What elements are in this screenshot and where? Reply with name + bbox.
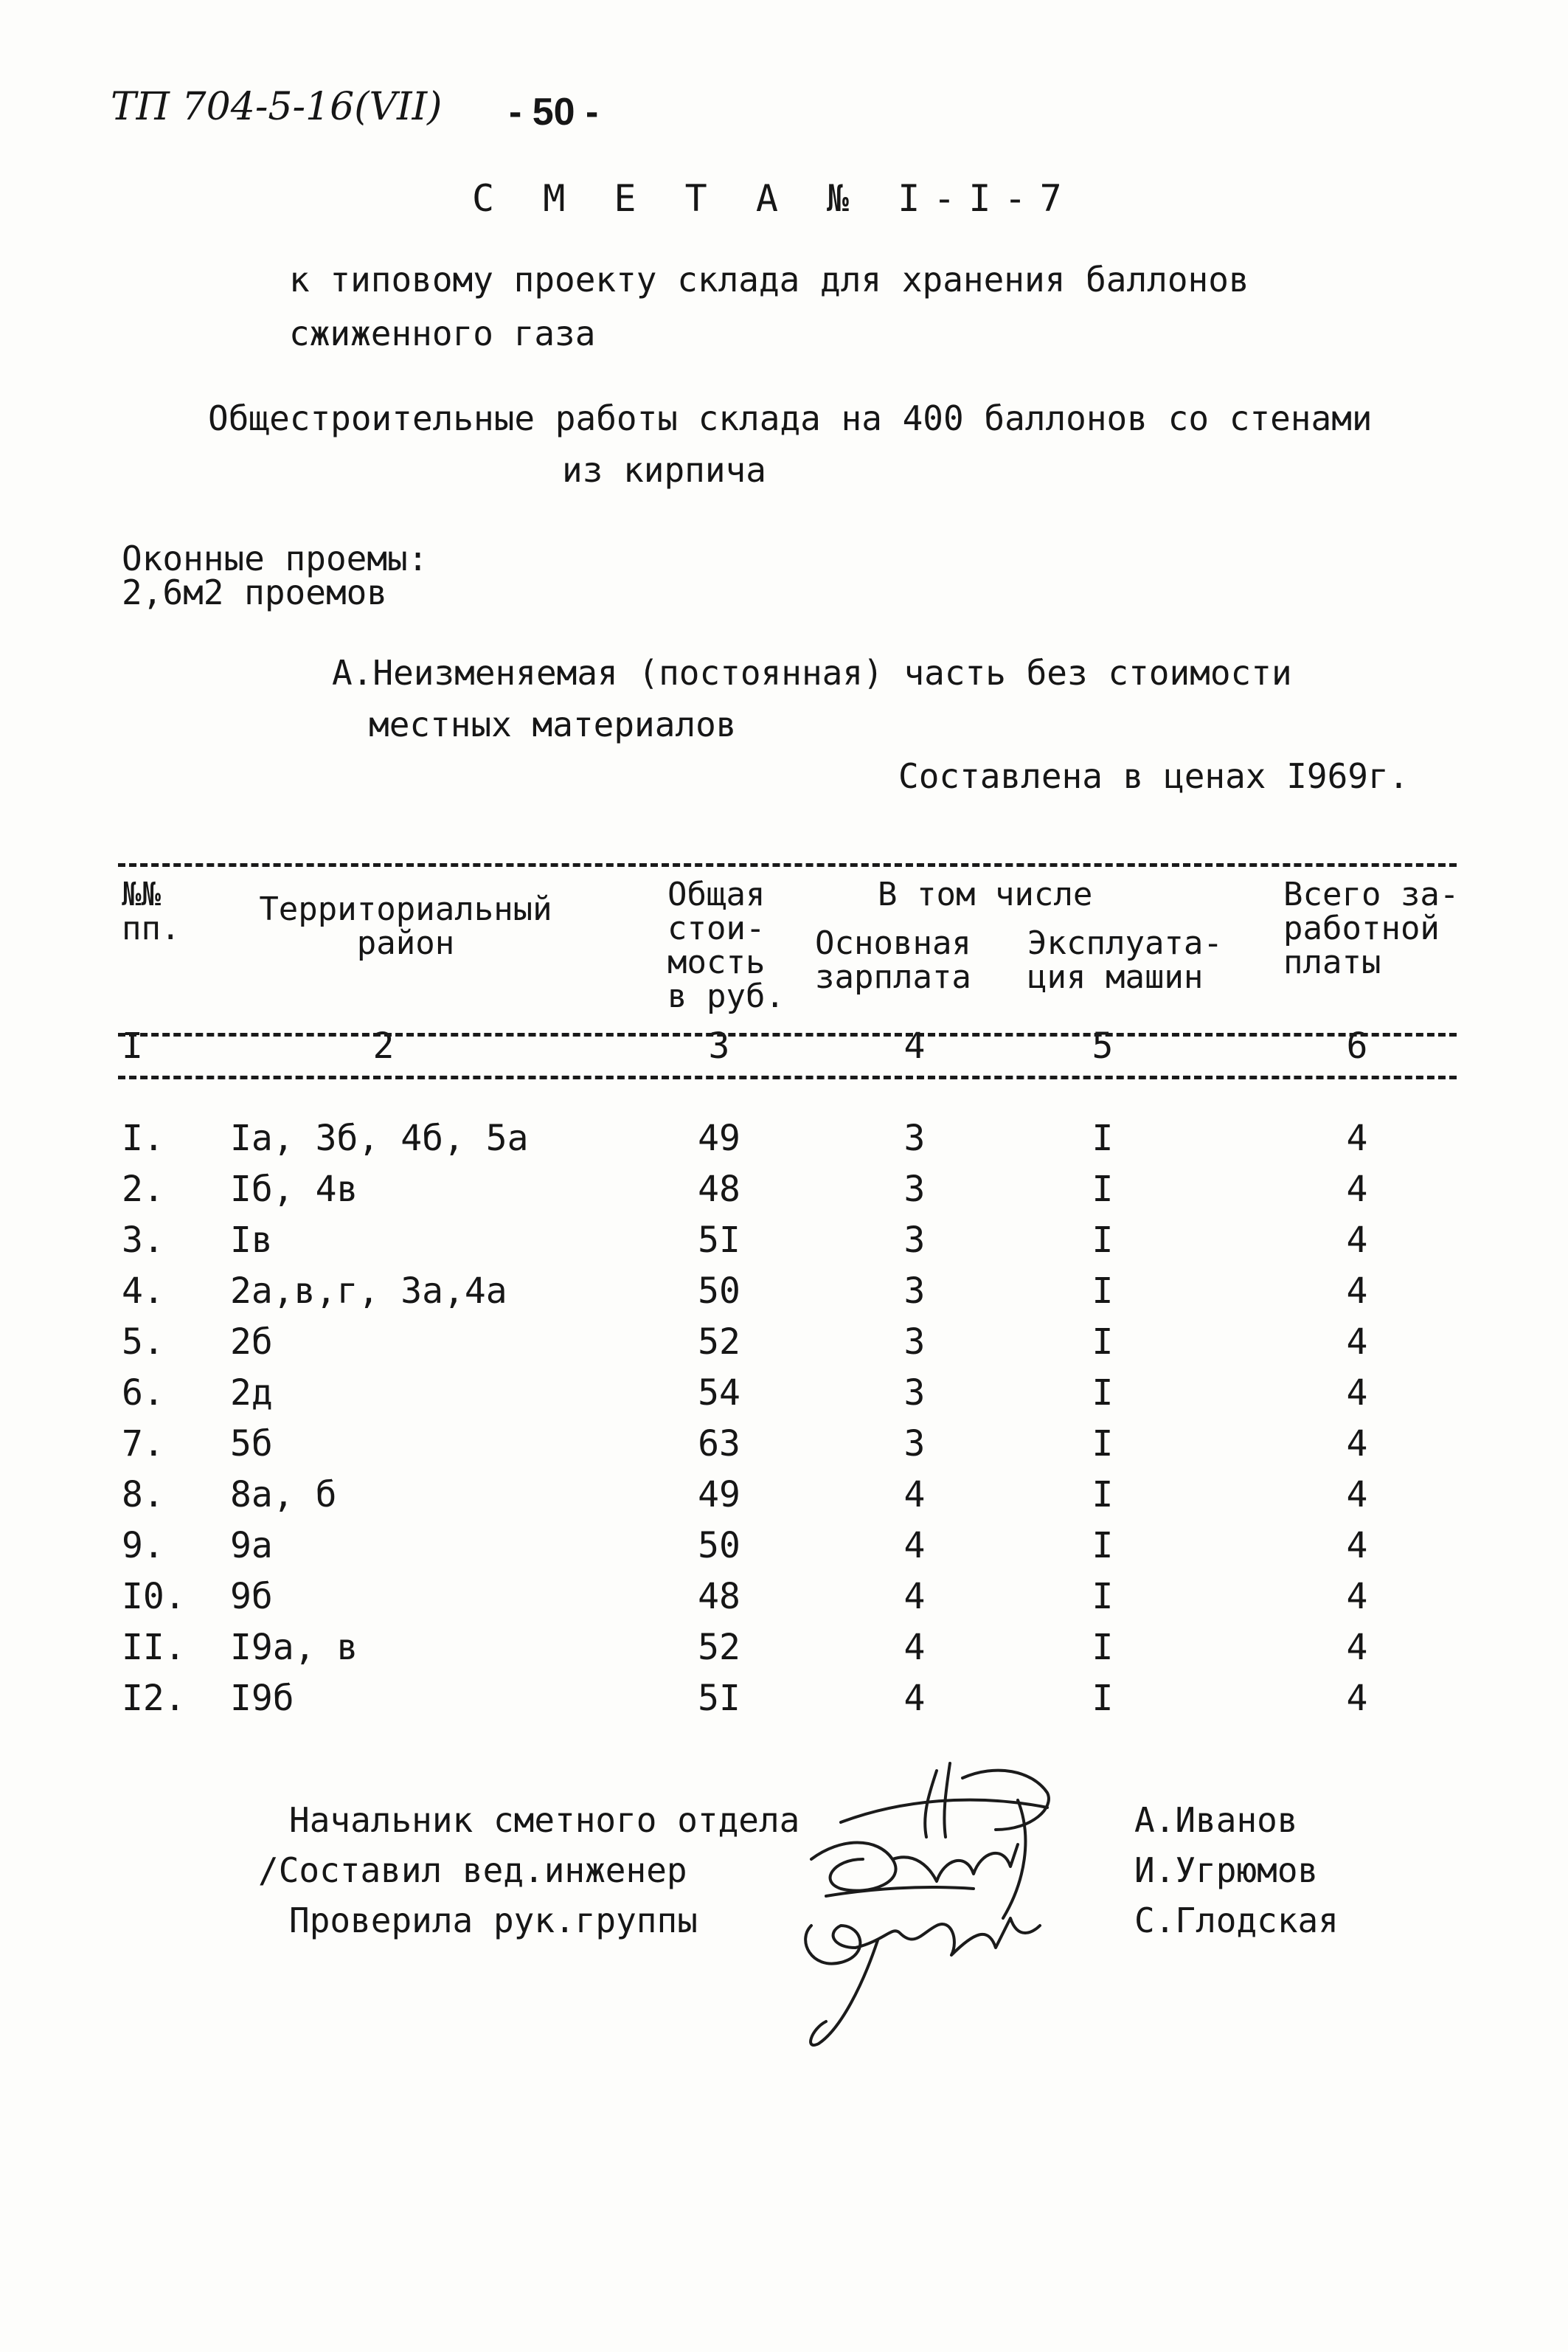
- cell-total: 48: [698, 1576, 740, 1617]
- header-total-line-1: Общая: [667, 876, 766, 913]
- cell-region: 2а,в,г, 3а,4а: [230, 1270, 507, 1312]
- header-total-line-4: в руб.: [667, 978, 785, 1015]
- cell-region: 9а: [230, 1525, 273, 1566]
- cell-salary: 3: [903, 1321, 926, 1363]
- cell-region: 8а, б: [230, 1474, 337, 1515]
- cell-region: I9а, в: [230, 1627, 358, 1668]
- document-title: С М Е Т А № I-I-7: [472, 177, 1075, 220]
- cell-machines: I: [1092, 1220, 1114, 1261]
- header-machines-line-1: Эксплуата-: [1027, 924, 1223, 962]
- cell-wage: 4: [1346, 1270, 1368, 1312]
- header-wage-line-2: работной: [1283, 910, 1440, 947]
- cell-total: 52: [698, 1321, 740, 1363]
- header-num-line-2: пп.: [122, 910, 181, 947]
- cell-salary: 4: [903, 1627, 926, 1668]
- cell-region: Iв: [230, 1220, 273, 1261]
- col-number-2: 2: [372, 1025, 395, 1067]
- header-region-line-1: Территориальный: [259, 890, 552, 928]
- header-wage-line-1: Всего за-: [1283, 876, 1460, 913]
- cell-total: 54: [698, 1372, 740, 1414]
- cell-wage: 4: [1346, 1525, 1368, 1566]
- cell-wage: 4: [1346, 1627, 1368, 1668]
- cell-wage: 4: [1346, 1321, 1368, 1363]
- signature-name-2: И.Угрюмов: [1134, 1850, 1319, 1890]
- cell-num: 4.: [122, 1270, 164, 1312]
- cell-num: 2.: [122, 1169, 164, 1210]
- cell-wage: 4: [1346, 1372, 1368, 1414]
- cell-salary: 3: [903, 1270, 926, 1312]
- cell-total: 5I: [698, 1678, 740, 1719]
- openings-value: 2,6м2 проемов: [122, 573, 388, 612]
- cell-machines: I: [1092, 1627, 1114, 1668]
- cell-salary: 3: [903, 1118, 926, 1159]
- cell-machines: I: [1092, 1118, 1114, 1159]
- header-region-line-2: район: [356, 924, 455, 962]
- header-salary-line-2: зарплата: [815, 958, 971, 996]
- table-colnum-rule: [118, 1033, 1457, 1037]
- cell-region: 2б: [230, 1321, 273, 1363]
- header-region: [236, 890, 575, 962]
- cell-total: 5I: [698, 1220, 740, 1261]
- cell-num: 6.: [122, 1372, 164, 1414]
- cell-num: 9.: [122, 1525, 164, 1566]
- cell-machines: I: [1092, 1372, 1114, 1414]
- header-group-label: В том числе: [878, 876, 1093, 913]
- cell-salary: 3: [903, 1372, 926, 1414]
- cell-salary: 3: [903, 1220, 926, 1261]
- cell-num: 5.: [122, 1321, 164, 1363]
- cell-wage: 4: [1346, 1423, 1368, 1464]
- header-machines-line-2: ция машин: [1027, 958, 1204, 996]
- table-header-bottom-rule: [118, 1076, 1457, 1079]
- cell-salary: 4: [903, 1678, 926, 1719]
- part-title-line-1: А.Неизменяемая (постоянная) часть без стоимости: [332, 653, 1292, 693]
- header-wage-line-3: платы: [1283, 944, 1381, 981]
- col-number-1: I: [122, 1025, 143, 1067]
- header-total-line-2: стои-: [667, 910, 766, 947]
- cell-machines: I: [1092, 1576, 1114, 1617]
- cell-total: 48: [698, 1169, 740, 1210]
- cell-wage: 4: [1346, 1474, 1368, 1515]
- cell-machines: I: [1092, 1423, 1114, 1464]
- cell-machines: I: [1092, 1321, 1114, 1363]
- cell-region: 2д: [230, 1372, 273, 1414]
- signature-role-2: /Составил вед.инженер: [258, 1850, 687, 1890]
- work-description-line-1: Общестроительные работы склада на 400 баллонов со стенами: [208, 398, 1373, 438]
- subtitle-line-2: сжиженного газа: [289, 314, 596, 353]
- cell-machines: I: [1092, 1678, 1114, 1719]
- cell-total: 49: [698, 1118, 740, 1159]
- cell-wage: 4: [1346, 1678, 1368, 1719]
- header-wage-total: [1283, 878, 1459, 980]
- subtitle-line-1: к типовому проекту склада для хранения баллонов: [289, 260, 1249, 300]
- cell-total: 52: [698, 1627, 740, 1668]
- signature-name-3: С.Глодская: [1134, 1900, 1339, 1940]
- signature-name-1: А.Иванов: [1134, 1800, 1298, 1840]
- cell-num: I.: [122, 1118, 164, 1159]
- cell-total: 49: [698, 1474, 740, 1515]
- part-title-line-2: местных материалов: [369, 705, 737, 744]
- cell-machines: I: [1092, 1270, 1114, 1312]
- prices-note: Составлена в ценах I969г.: [898, 756, 1409, 796]
- cell-salary: 4: [903, 1576, 926, 1617]
- handwritten-signatures: [752, 1749, 1092, 2058]
- openings-label: Оконные проемы:: [122, 539, 429, 578]
- cell-machines: I: [1092, 1525, 1114, 1566]
- cell-machines: I: [1092, 1169, 1114, 1210]
- cell-salary: 3: [903, 1169, 926, 1210]
- cell-total: 50: [698, 1525, 740, 1566]
- table-top-rule: [118, 863, 1457, 867]
- header-total-cost: [667, 878, 785, 1014]
- cell-total: 50: [698, 1270, 740, 1312]
- cell-salary: 3: [903, 1423, 926, 1464]
- cell-num: 8.: [122, 1474, 164, 1515]
- signature-role-1: Начальник сметного отдела: [289, 1800, 800, 1840]
- cell-total: 63: [698, 1423, 740, 1464]
- cell-region: 5б: [230, 1423, 273, 1464]
- col-number-4: 4: [903, 1025, 926, 1067]
- handwritten-project-code: ТП 704-5-16(VII): [111, 85, 443, 129]
- cell-wage: 4: [1346, 1118, 1368, 1159]
- cell-region: Iб, 4в: [230, 1169, 358, 1210]
- cell-region: Iа, 3б, 4б, 5а: [230, 1118, 529, 1159]
- cell-num: 3.: [122, 1220, 164, 1261]
- header-num-line-1: №№: [122, 876, 161, 913]
- cell-region: 9б: [230, 1576, 273, 1617]
- header-num: [122, 878, 180, 946]
- cell-wage: 4: [1346, 1169, 1368, 1210]
- header-salary-line-1: Основная: [815, 924, 971, 962]
- page-number: - 50 -: [509, 91, 599, 134]
- col-number-5: 5: [1092, 1025, 1114, 1067]
- header-machines: [1027, 924, 1223, 996]
- cell-machines: I: [1092, 1474, 1114, 1515]
- signature-role-3: Проверила рук.группы: [289, 1900, 698, 1940]
- col-number-3: 3: [708, 1025, 730, 1067]
- header-total-line-3: мость: [667, 944, 766, 981]
- work-description-line-2: из кирпича: [562, 450, 766, 490]
- cell-num: I0.: [122, 1576, 186, 1617]
- col-number-6: 6: [1346, 1025, 1368, 1067]
- cell-wage: 4: [1346, 1576, 1368, 1617]
- cell-wage: 4: [1346, 1220, 1368, 1261]
- cell-salary: 4: [903, 1525, 926, 1566]
- header-salary: [815, 924, 971, 996]
- cell-num: I2.: [122, 1678, 186, 1719]
- cell-region: I9б: [230, 1678, 294, 1719]
- cell-salary: 4: [903, 1474, 926, 1515]
- cell-num: 7.: [122, 1423, 164, 1464]
- cell-num: II.: [122, 1627, 186, 1668]
